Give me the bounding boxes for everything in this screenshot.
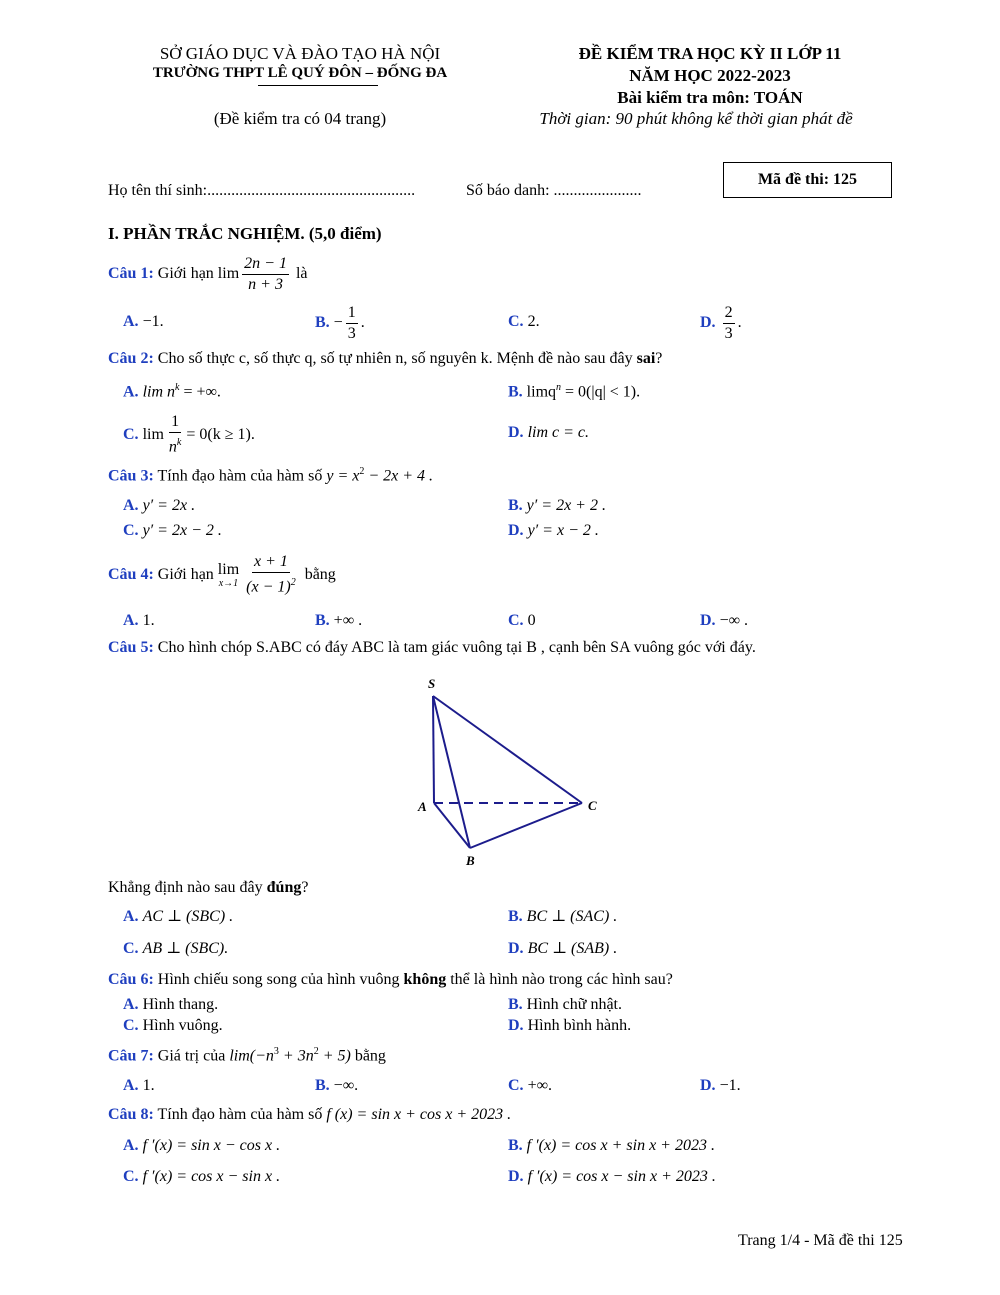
question-4 <box>108 550 336 600</box>
q2-option-c-den-wrap <box>167 433 183 456</box>
vertex-s-label: S <box>428 676 436 691</box>
q4-option-c-label: C. <box>508 612 524 629</box>
q7-option-a-value: 1. <box>142 1077 155 1094</box>
q1-option-b-dot: . <box>360 314 365 331</box>
q4-denominator: (x − 1) <box>246 578 291 596</box>
student-id-field: Số báo danh: ...................... <box>466 182 642 199</box>
question-2-emphasis: sai <box>636 350 656 367</box>
q4-option-a-label: A. <box>123 612 139 629</box>
question-6-label: Câu 6: <box>108 971 154 988</box>
school-name: TRƯỜNG THPT LÊ QUÝ ĐÔN – ĐỐNG ĐA <box>152 65 448 81</box>
subject-line: Bài kiểm tra môn: TOÁN <box>617 88 803 107</box>
q4-option-d-label: D. <box>700 612 716 629</box>
question-3-text: Tính đạo hàm của hàm số <box>157 467 323 485</box>
q8-option-b[interactable] <box>508 1137 715 1155</box>
q1-option-b-label: B. <box>315 314 330 331</box>
q5-option-b-label: B. <box>508 908 523 925</box>
q7-option-b-value: −∞. <box>333 1077 359 1094</box>
q7-option-d-label: D. <box>700 1077 716 1094</box>
q4-option-b-value: +∞ . <box>333 612 363 629</box>
department-name: SỞ GIÁO DỤC VÀ ĐÀO TẠO HÀ NỘI <box>159 44 441 63</box>
q2-option-c-label: C. <box>123 426 139 443</box>
q2-option-c-lim: lim <box>142 426 164 443</box>
q6-option-a-value: Hình thang. <box>142 996 219 1013</box>
q1-option-b-sign: − <box>333 314 343 331</box>
q1-numerator: 2n − 1 <box>242 255 289 275</box>
q3-func-exp: 2 <box>359 466 365 477</box>
q7-option-b-label: B. <box>315 1077 330 1094</box>
q3-option-c[interactable] <box>123 522 222 540</box>
q7-option-c[interactable] <box>508 1077 552 1095</box>
q1-option-a-label: A. <box>123 313 139 330</box>
q2-option-b-exp: n <box>556 382 562 393</box>
q4-option-c[interactable] <box>508 612 536 630</box>
q4-den-exp: 2 <box>290 577 296 589</box>
q8-option-d[interactable] <box>508 1168 716 1186</box>
question-1 <box>108 250 307 298</box>
q2-option-b-label: B. <box>508 383 523 401</box>
question-5 <box>108 639 756 657</box>
q4-tail: bằng <box>304 566 336 583</box>
q4-lim: lim <box>217 561 240 578</box>
q2-option-a-lim: lim n <box>142 383 176 401</box>
q5-option-c-label: C. <box>123 940 139 957</box>
q8-option-b-value: f ′(x) = cos x + sin x + 2023 . <box>526 1137 715 1154</box>
q2-option-c[interactable] <box>123 412 255 458</box>
q1-option-b-num: 1 <box>346 304 358 324</box>
q7-expr-b: + 3n <box>278 1047 314 1065</box>
q1-option-d-den: 3 <box>724 324 733 342</box>
q7-option-c-label: C. <box>508 1077 524 1094</box>
q1-option-d-label: D. <box>700 314 716 331</box>
header-underline <box>258 85 378 86</box>
q2-option-a-label: A. <box>123 383 139 401</box>
question-6-text: Hình chiếu song song của hình vuông <box>157 971 400 988</box>
q8-option-a-value: f ′(x) = sin x − cos x . <box>142 1137 281 1154</box>
question-5-end: ? <box>301 879 309 896</box>
q7-option-a[interactable] <box>123 1077 155 1095</box>
question-7-text: Giá trị của <box>157 1047 226 1065</box>
page-footer: Trang 1/4 - Mã đề thi 125 <box>738 1232 903 1249</box>
q4-lim-sub: x→1 <box>218 578 239 589</box>
question-5-text: Cho hình chóp S.ABC có đáy ABC là tam giác vuông tại B , cạnh bên SA vuông góc với đáy. <box>157 639 756 656</box>
q4-fraction <box>244 553 298 596</box>
q4-option-a[interactable] <box>123 612 155 630</box>
q3-option-d-value: y′ = x − 2 . <box>527 522 599 539</box>
q7-option-b[interactable] <box>315 1077 358 1095</box>
question-6-tail: thể là hình nào trong các hình sau? <box>450 971 673 988</box>
q2-option-d[interactable] <box>508 424 589 442</box>
q1-option-d-num: 2 <box>723 304 735 324</box>
q1-option-b-fraction <box>346 304 358 343</box>
question-8-label: Câu 8: <box>108 1106 154 1123</box>
edge-bc <box>470 803 582 848</box>
q7-option-a-label: A. <box>123 1077 139 1094</box>
question-5-emphasis: đúng <box>266 879 302 896</box>
section-title: I. PHẦN TRẮC NGHIỆM. (5,0 điểm) <box>108 224 382 243</box>
q5-option-d[interactable] <box>508 938 617 958</box>
question-2-text: Cho số thực c, số thực q, số tự nhiên n, số nguyên k. Mệnh đề nào sau đây <box>157 350 633 367</box>
q6-option-b-label: B. <box>508 996 523 1013</box>
q2-option-a-tail: = +∞. <box>179 383 221 401</box>
q6-option-d-label: D. <box>508 1017 524 1034</box>
q6-option-c[interactable] <box>123 1017 223 1035</box>
question-1-text: Giới hạn <box>157 265 214 282</box>
student-name-field: Họ tên thí sinh:.................................................... <box>108 182 416 199</box>
q4-numerator: x + 1 <box>252 553 290 573</box>
q7-exp-2: 2 <box>313 1046 319 1057</box>
q7-option-d-value: −1. <box>719 1077 741 1094</box>
question-2-label: Câu 2: <box>108 350 154 367</box>
q5-option-a-value: AC ⊥ (SBC) . <box>142 908 234 925</box>
q2-option-c-tail: = 0(k ≥ 1). <box>186 426 255 443</box>
q3-option-a[interactable] <box>123 497 195 515</box>
q1-option-d[interactable] <box>700 300 742 346</box>
q7-option-d[interactable] <box>700 1077 741 1095</box>
q7-option-c-value: +∞. <box>527 1077 552 1094</box>
q2-option-b-tail: = 0(|q| < 1). <box>561 383 641 401</box>
question-7 <box>108 1046 386 1065</box>
q7-expr-c: + 5) <box>318 1047 351 1065</box>
q2-option-b[interactable] <box>508 382 640 401</box>
q1-option-a[interactable] <box>123 313 164 331</box>
q1-option-a-value: −1. <box>142 313 164 330</box>
question-3 <box>108 466 433 485</box>
question-8-text: Tính đạo hàm của hàm số <box>157 1106 323 1123</box>
q1-option-d-dot: . <box>737 314 742 331</box>
q8-option-c[interactable] <box>123 1168 280 1186</box>
q5-option-b-value: BC ⊥ (SAC) . <box>526 908 618 925</box>
q5-option-d-label: D. <box>508 940 524 957</box>
q8-func: f (x) = sin x + cos x + 2023 . <box>326 1106 512 1123</box>
q3-option-d[interactable] <box>508 522 599 540</box>
q2-option-a[interactable] <box>123 382 221 401</box>
q5-option-c-value: AB ⊥ (SBC). <box>142 940 229 957</box>
question-5-prompt-text: Khẳng định nào sau đây <box>108 879 263 896</box>
q3-func-tail: − 2x + 4 . <box>364 467 434 485</box>
q3-func: y = x <box>326 467 360 485</box>
q4-option-c-value: 0 <box>527 612 536 629</box>
q8-option-a[interactable] <box>123 1137 280 1155</box>
q1-lim: lim <box>217 265 240 282</box>
q1-fraction <box>242 255 289 294</box>
q2-option-c-den: n <box>168 438 177 456</box>
q8-option-a-label: A. <box>123 1137 139 1154</box>
q4-option-a-value: 1. <box>142 612 155 629</box>
q8-option-d-value: f ′(x) = cos x − sin x + 2023 . <box>527 1168 716 1185</box>
q4-option-b-label: B. <box>315 612 330 629</box>
question-8 <box>108 1106 511 1124</box>
q7-expr-a: lim(−n <box>229 1047 274 1065</box>
q4-denominator-wrap <box>244 573 298 596</box>
q1-tail: là <box>295 265 308 282</box>
vertex-b-label: B <box>466 853 475 868</box>
question-6 <box>108 971 673 989</box>
question-5-prompt <box>108 879 308 897</box>
q5-option-a[interactable] <box>123 906 233 926</box>
pyramid-figure <box>410 670 610 875</box>
q8-option-c-value: f ′(x) = cos x − sin x . <box>142 1168 281 1185</box>
q1-option-b-den: 3 <box>347 324 356 342</box>
question-6-emphasis: không <box>403 971 447 988</box>
q3-option-a-label: A. <box>123 497 139 514</box>
question-7-label: Câu 7: <box>108 1047 154 1065</box>
question-3-label: Câu 3: <box>108 467 154 485</box>
edge-sa <box>433 696 434 803</box>
q3-option-c-label: C. <box>123 522 139 539</box>
q3-option-a-value: y′ = 2x . <box>142 497 196 514</box>
question-2-end: ? <box>655 350 663 367</box>
exam-code-box: Mã đề thi: 125 <box>723 162 892 198</box>
time-line: Thời gian: 90 phút không kể thời gian phát đề <box>539 109 853 128</box>
q3-option-b[interactable] <box>508 497 606 515</box>
q8-option-c-label: C. <box>123 1168 139 1185</box>
school-year: NĂM HỌC 2022-2023 <box>629 66 791 85</box>
q6-option-a[interactable] <box>123 996 218 1014</box>
q7-tail: bằng <box>354 1047 386 1065</box>
q6-option-c-value: Hình vuông. <box>142 1017 223 1034</box>
q1-denominator: n + 3 <box>248 275 283 293</box>
q1-option-d-fraction <box>723 304 735 343</box>
q6-option-d[interactable] <box>508 1017 631 1035</box>
q6-option-b-value: Hình chữ nhật. <box>526 996 622 1013</box>
q4-lim-block <box>218 561 239 589</box>
vertex-c-label: C <box>588 798 597 813</box>
q2-option-a-exp: k <box>175 382 180 393</box>
q1-option-c-value: 2. <box>527 313 540 330</box>
question-5-label: Câu 5: <box>108 639 154 656</box>
q4-option-b[interactable] <box>315 612 362 630</box>
question-4-label: Câu 4: <box>108 566 154 583</box>
q2-option-c-den-exp: k <box>176 437 182 449</box>
q5-option-d-value: BC ⊥ (SAB) . <box>527 940 618 957</box>
q6-option-c-label: C. <box>123 1017 139 1034</box>
exam-title: ĐỀ KIỂM TRA HỌC KỲ II LỚP 11 <box>578 44 842 63</box>
q5-option-c[interactable] <box>123 938 228 958</box>
question-2 <box>108 350 662 368</box>
q6-option-a-label: A. <box>123 996 139 1013</box>
q6-option-b[interactable] <box>508 996 622 1014</box>
q6-option-d-value: Hình bình hành. <box>527 1017 632 1034</box>
q1-option-b[interactable] <box>315 300 365 346</box>
q1-option-c[interactable] <box>508 313 540 331</box>
q2-option-b-lim: limq <box>526 383 557 401</box>
q3-option-b-label: B. <box>508 497 523 514</box>
q3-option-c-value: y′ = 2x − 2 . <box>142 522 222 539</box>
q2-option-c-fraction <box>167 413 183 456</box>
q1-option-c-label: C. <box>508 313 524 330</box>
q4-option-d-value: −∞ . <box>719 612 748 629</box>
q7-exp-1: 3 <box>273 1046 279 1057</box>
q3-option-b-value: y′ = 2x + 2 . <box>526 497 606 514</box>
q4-option-d[interactable] <box>700 612 748 630</box>
q5-option-b[interactable] <box>508 906 617 926</box>
q8-option-b-label: B. <box>508 1137 523 1154</box>
q8-option-d-label: D. <box>508 1168 524 1185</box>
q2-option-d-value: lim c = c. <box>527 424 590 441</box>
vertex-a-label: A <box>418 799 427 814</box>
q5-option-a-label: A. <box>123 908 139 925</box>
q2-option-d-label: D. <box>508 424 524 441</box>
question-1-label: Câu 1: <box>108 265 154 282</box>
q2-option-c-num: 1 <box>169 413 181 433</box>
pages-note: (Đề kiểm tra có 04 trang) <box>213 109 387 128</box>
q3-option-d-label: D. <box>508 522 524 539</box>
question-4-text: Giới hạn <box>157 566 214 583</box>
